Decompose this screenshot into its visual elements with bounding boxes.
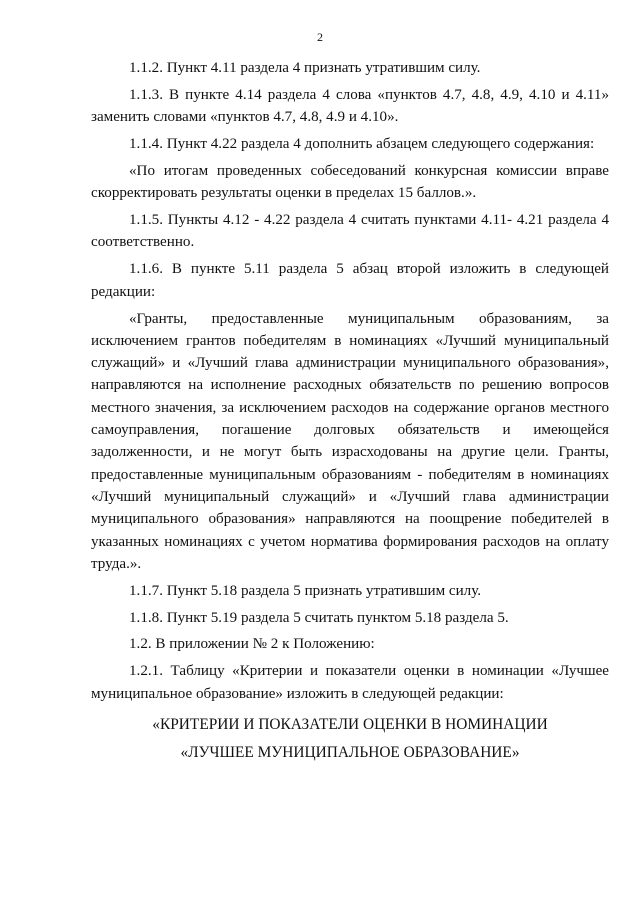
- page-number: 2: [317, 30, 323, 44]
- paragraph-1-1-6: 1.1.6. В пункте 5.11 раздела 5 абзац второй изложить в следующей редакции:: [91, 261, 609, 300]
- paragraph-1-2: 1.2. В приложении № 2 к Положению:: [129, 636, 375, 653]
- paragraph-1-1-4: 1.1.4. Пункт 4.22 раздела 4 дополнить абзацем следующего содержания:: [129, 136, 595, 153]
- paragraph-1-1-5: 1.1.5. Пункты 4.12 - 4.22 раздела 4 считать пунктами 4.11- 4.21 раздела 4 соответственно.: [91, 212, 609, 251]
- document-body: [91, 57, 609, 768]
- table-heading-line-1: «КРИТЕРИИ И ПОКАЗАТЕЛИ ОЦЕНКИ В НОМИНАЦИИ: [152, 715, 548, 733]
- table-heading-line-2: «ЛУЧШЕЕ МУНИЦИПАЛЬНОЕ ОБРАЗОВАНИЕ»: [180, 744, 520, 762]
- paragraph-1-2-1: 1.2.1. Таблицу «Критерии и показатели оценки в номинации «Лучшее муниципальное образование» изложить в следующей редакции:: [91, 663, 609, 702]
- paragraph-1-1-3: 1.1.3. В пункте 4.14 раздела 4 слова «пунктов 4.7, 4.8, 4.9, 4.10 и 4.11» заменить словами «пунктов 4.7, 4.8, 4.9 и 4.10».: [91, 86, 609, 126]
- paragraph-1-1-8: 1.1.8. Пункт 5.19 раздела 5 считать пунктом 5.18 раздела 5.: [129, 609, 509, 626]
- paragraph-1-1-2: 1.1.2. Пункт 4.11 раздела 4 признать утратившим силу.: [129, 60, 481, 76]
- paragraph-quote-commission: «По итогам проведенных собеседований конкурсная комиссии вправе скорректировать результаты оценки в пределах 15 баллов.».: [91, 162, 609, 202]
- paragraph-1-1-7: 1.1.7. Пункт 5.18 раздела 5 признать утратившим силу.: [129, 582, 482, 599]
- paragraph-quote-grants: «Гранты, предоставленные муниципальным образованиям, за исключением грантов победителям в номинациях «Лучший муниципальный служащий» и «Лучший глава администрации муниципального образования», направляются на исполнение расходных обязательств по решению вопросов местного значения, за исключением расходов на содержание органов местного самоуправления, погашение долговых обязательств и имеющейся задолженности, и не могут быть израсходованы на другие цели. Гранты, предоставленные муниципальным образованиям - победителям в номинациях «Лучший муниципальный служащий» и «Лучший глава администрации муниципального образования» направляются на поощрение победителей в указанных номинациях с учетом норматива формирования расходов на оплату труда.».: [91, 310, 609, 572]
